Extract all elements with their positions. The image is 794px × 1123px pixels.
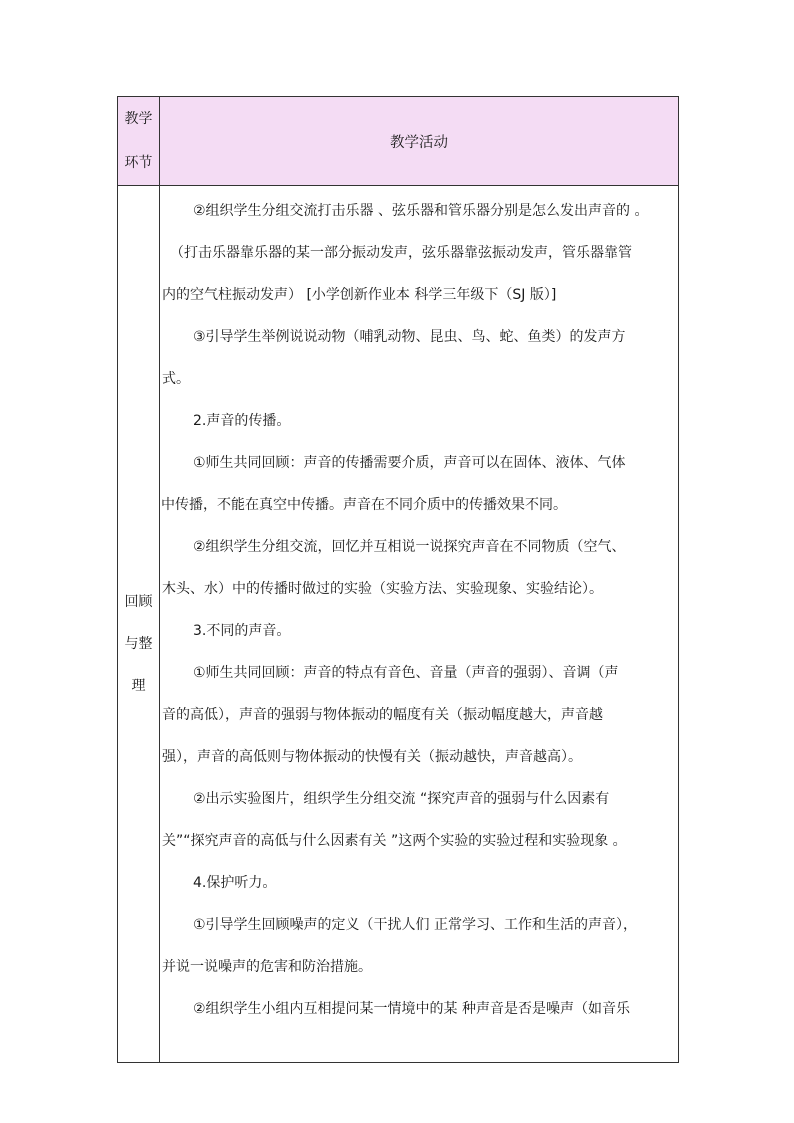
section-heading: 4.保护听力。 (193, 875, 277, 891)
stage-cell (118, 186, 160, 1063)
activity-cell (160, 186, 679, 1063)
activity-line: 式。 (162, 371, 190, 387)
activity-line: ②组织学生小组内互相提问某一情境中的某 种声音是否是噪声（如音乐 (193, 1001, 630, 1017)
activity-line: 并说一说噪声的危害和防治措施。 (162, 959, 372, 975)
activity-header-cell (160, 97, 679, 186)
activity-line: 强），声音的高低则与物体振动的快慢有关（振动越快，声音越高）。 (162, 749, 582, 765)
stage-line-3: 理 (131, 678, 146, 694)
lesson-table (117, 96, 679, 1063)
table-body-row (118, 186, 679, 1063)
activity-line: ②组织学生分组交流，回忆并互相说一说探究声音在不同物质（空气、 (193, 539, 626, 555)
activity-line: 内的空气柱振动发声） [小学创新作业本 科学三年级下（SJ 版）] (162, 287, 557, 303)
activity-line: （打击乐器靠乐器的某一部分振动发声，弦乐器靠弦振动发声，管乐器靠管 (170, 245, 632, 261)
activity-line: ③引导学生举例说说动物（哺乳动物、昆虫、鸟、蛇、鱼类）的发声方 (193, 329, 626, 345)
table-header-row (118, 97, 679, 186)
stage-header-line-2: 环节 (124, 155, 153, 171)
activity-line: 音的高低），声音的强弱与物体振动的幅度有关（振动幅度越大，声音越 (162, 707, 603, 723)
stage-line-2: 与整 (124, 636, 153, 652)
activity-line: ②组织学生分组交流打击乐器 、弦乐器和管乐器分别是怎么发出声音的 。 (193, 203, 649, 219)
activity-line: 关”“探究声音的高低与什么因素有关 ”这两个实验的实验过程和实验现象 。 (162, 833, 627, 849)
stage-line-1: 回顾 (124, 594, 153, 610)
activity-line: ①师生共同回顾：声音的特点有音色、音量（声音的强弱）、音调（声 (193, 665, 619, 681)
activity-line: ①引导学生回顾噪声的定义（干扰人们 正常学习、工作和生活的声音）， (193, 917, 637, 933)
activity-line: ①师生共同回顾：声音的传播需要介质，声音可以在固体、液体、气体 (193, 455, 626, 471)
activity-line: 木头、水）中的传播时做过的实验（实验方法、实验现象、实验结论）。 (162, 581, 603, 597)
activity-header: 教学活动 (390, 134, 448, 151)
stage-header-line-1: 教学 (124, 111, 153, 127)
section-heading: 3.不同的声音。 (193, 623, 291, 639)
activity-line: 中传播，不能在真空中传播。声音在不同介质中的传播效果不同。 (161, 497, 567, 513)
section-heading: 2.声音的传播。 (193, 413, 291, 429)
stage-header (118, 97, 159, 185)
activity-line: ②出示实验图片，组织学生分组交流 “探究声音的强弱与什么因素有 (193, 791, 610, 807)
stage-header-cell (118, 97, 160, 186)
